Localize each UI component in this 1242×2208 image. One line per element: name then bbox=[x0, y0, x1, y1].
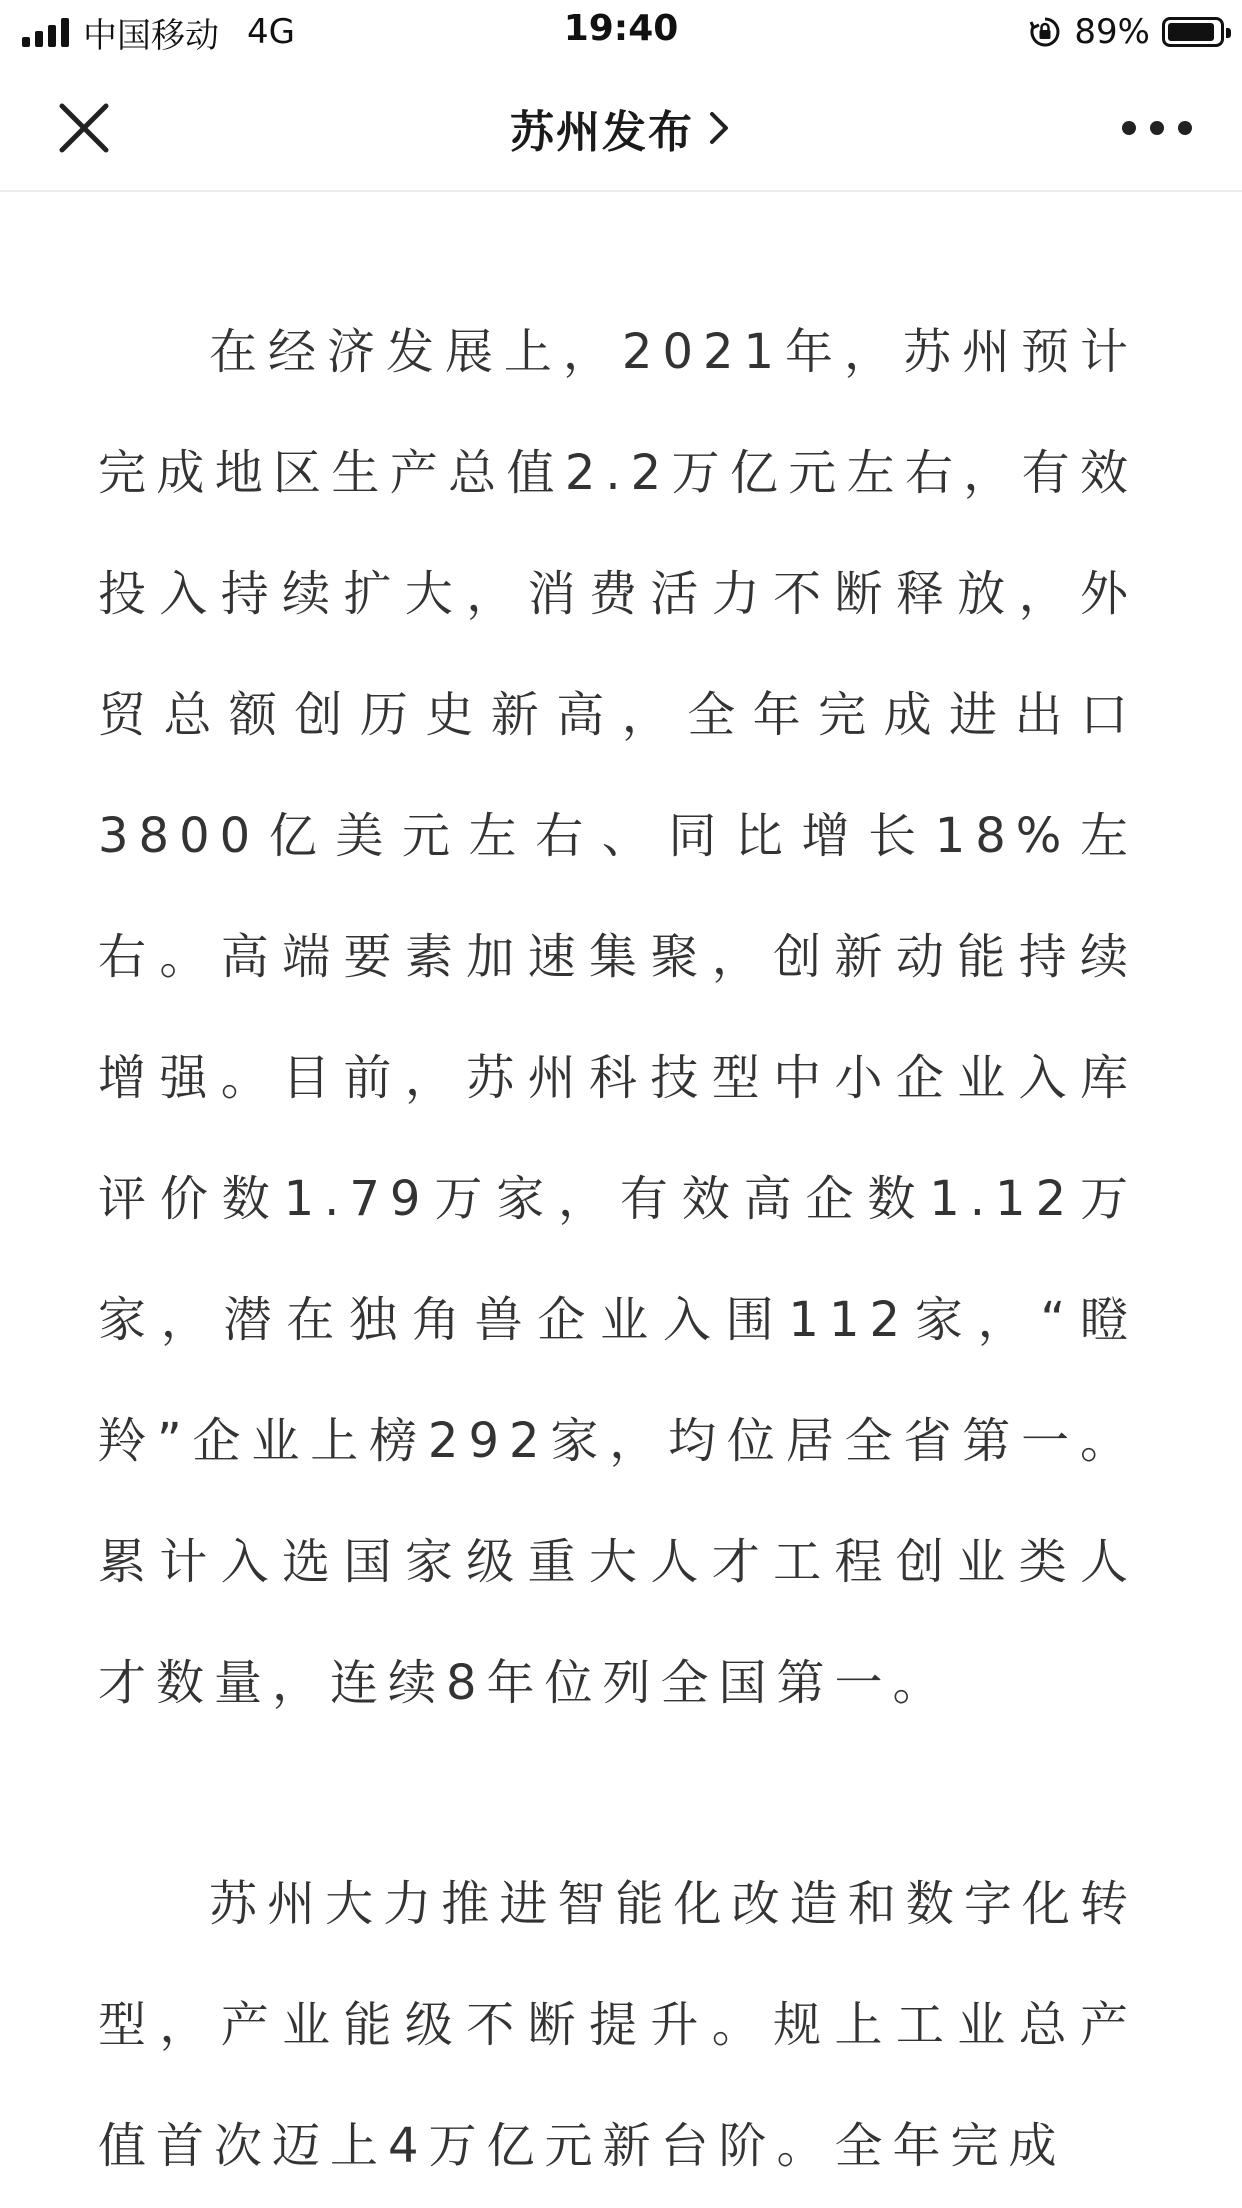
close-icon[interactable] bbox=[50, 94, 118, 162]
battery-icon bbox=[1162, 17, 1224, 47]
orientation-lock-icon bbox=[1028, 15, 1062, 49]
chevron-right-icon bbox=[706, 108, 732, 148]
status-time: 19:40 bbox=[563, 8, 679, 49]
more-icon[interactable] bbox=[1122, 104, 1192, 152]
article-paragraph-2: 苏州大力推进智能化改造和数字化转型，产业能级不断提升。规上工业总产值首次迈上4万亿元新台阶。全年完成 bbox=[98, 1876, 1138, 2174]
carrier-name: 中国移动 bbox=[83, 15, 219, 56]
article-paragraph-1: 在经济发展上，2021年，苏州预计完成地区生产总值2.2万亿元左右，有效投入持续扩大，消费活力不断释放，外贸总额创历史新高，全年完成进出口3800亿美元左右、同比增长18%左右。高端要素加速集聚，创新动能持续增强。目前，苏州科技型中小企业入库评价数1.79万家，有效高企数1.12万家，潜在独角兽企业入围112家，“瞪羚”企业上榜292家，均位居全省第一。累计入选国家级重大人才工程创业类人才数量，连续8年位列全国第一。 bbox=[98, 324, 1138, 1711]
account-title-button[interactable] bbox=[510, 96, 732, 160]
network-type: 4G bbox=[247, 12, 295, 52]
battery-percent: 89% bbox=[1074, 12, 1150, 52]
status-bar bbox=[0, 0, 1242, 64]
account-title: 苏州发布 bbox=[510, 107, 694, 158]
status-right bbox=[1028, 10, 1224, 54]
nav-title-area bbox=[0, 64, 1242, 192]
nav-bar bbox=[0, 64, 1242, 192]
article-body bbox=[98, 192, 1138, 2207]
